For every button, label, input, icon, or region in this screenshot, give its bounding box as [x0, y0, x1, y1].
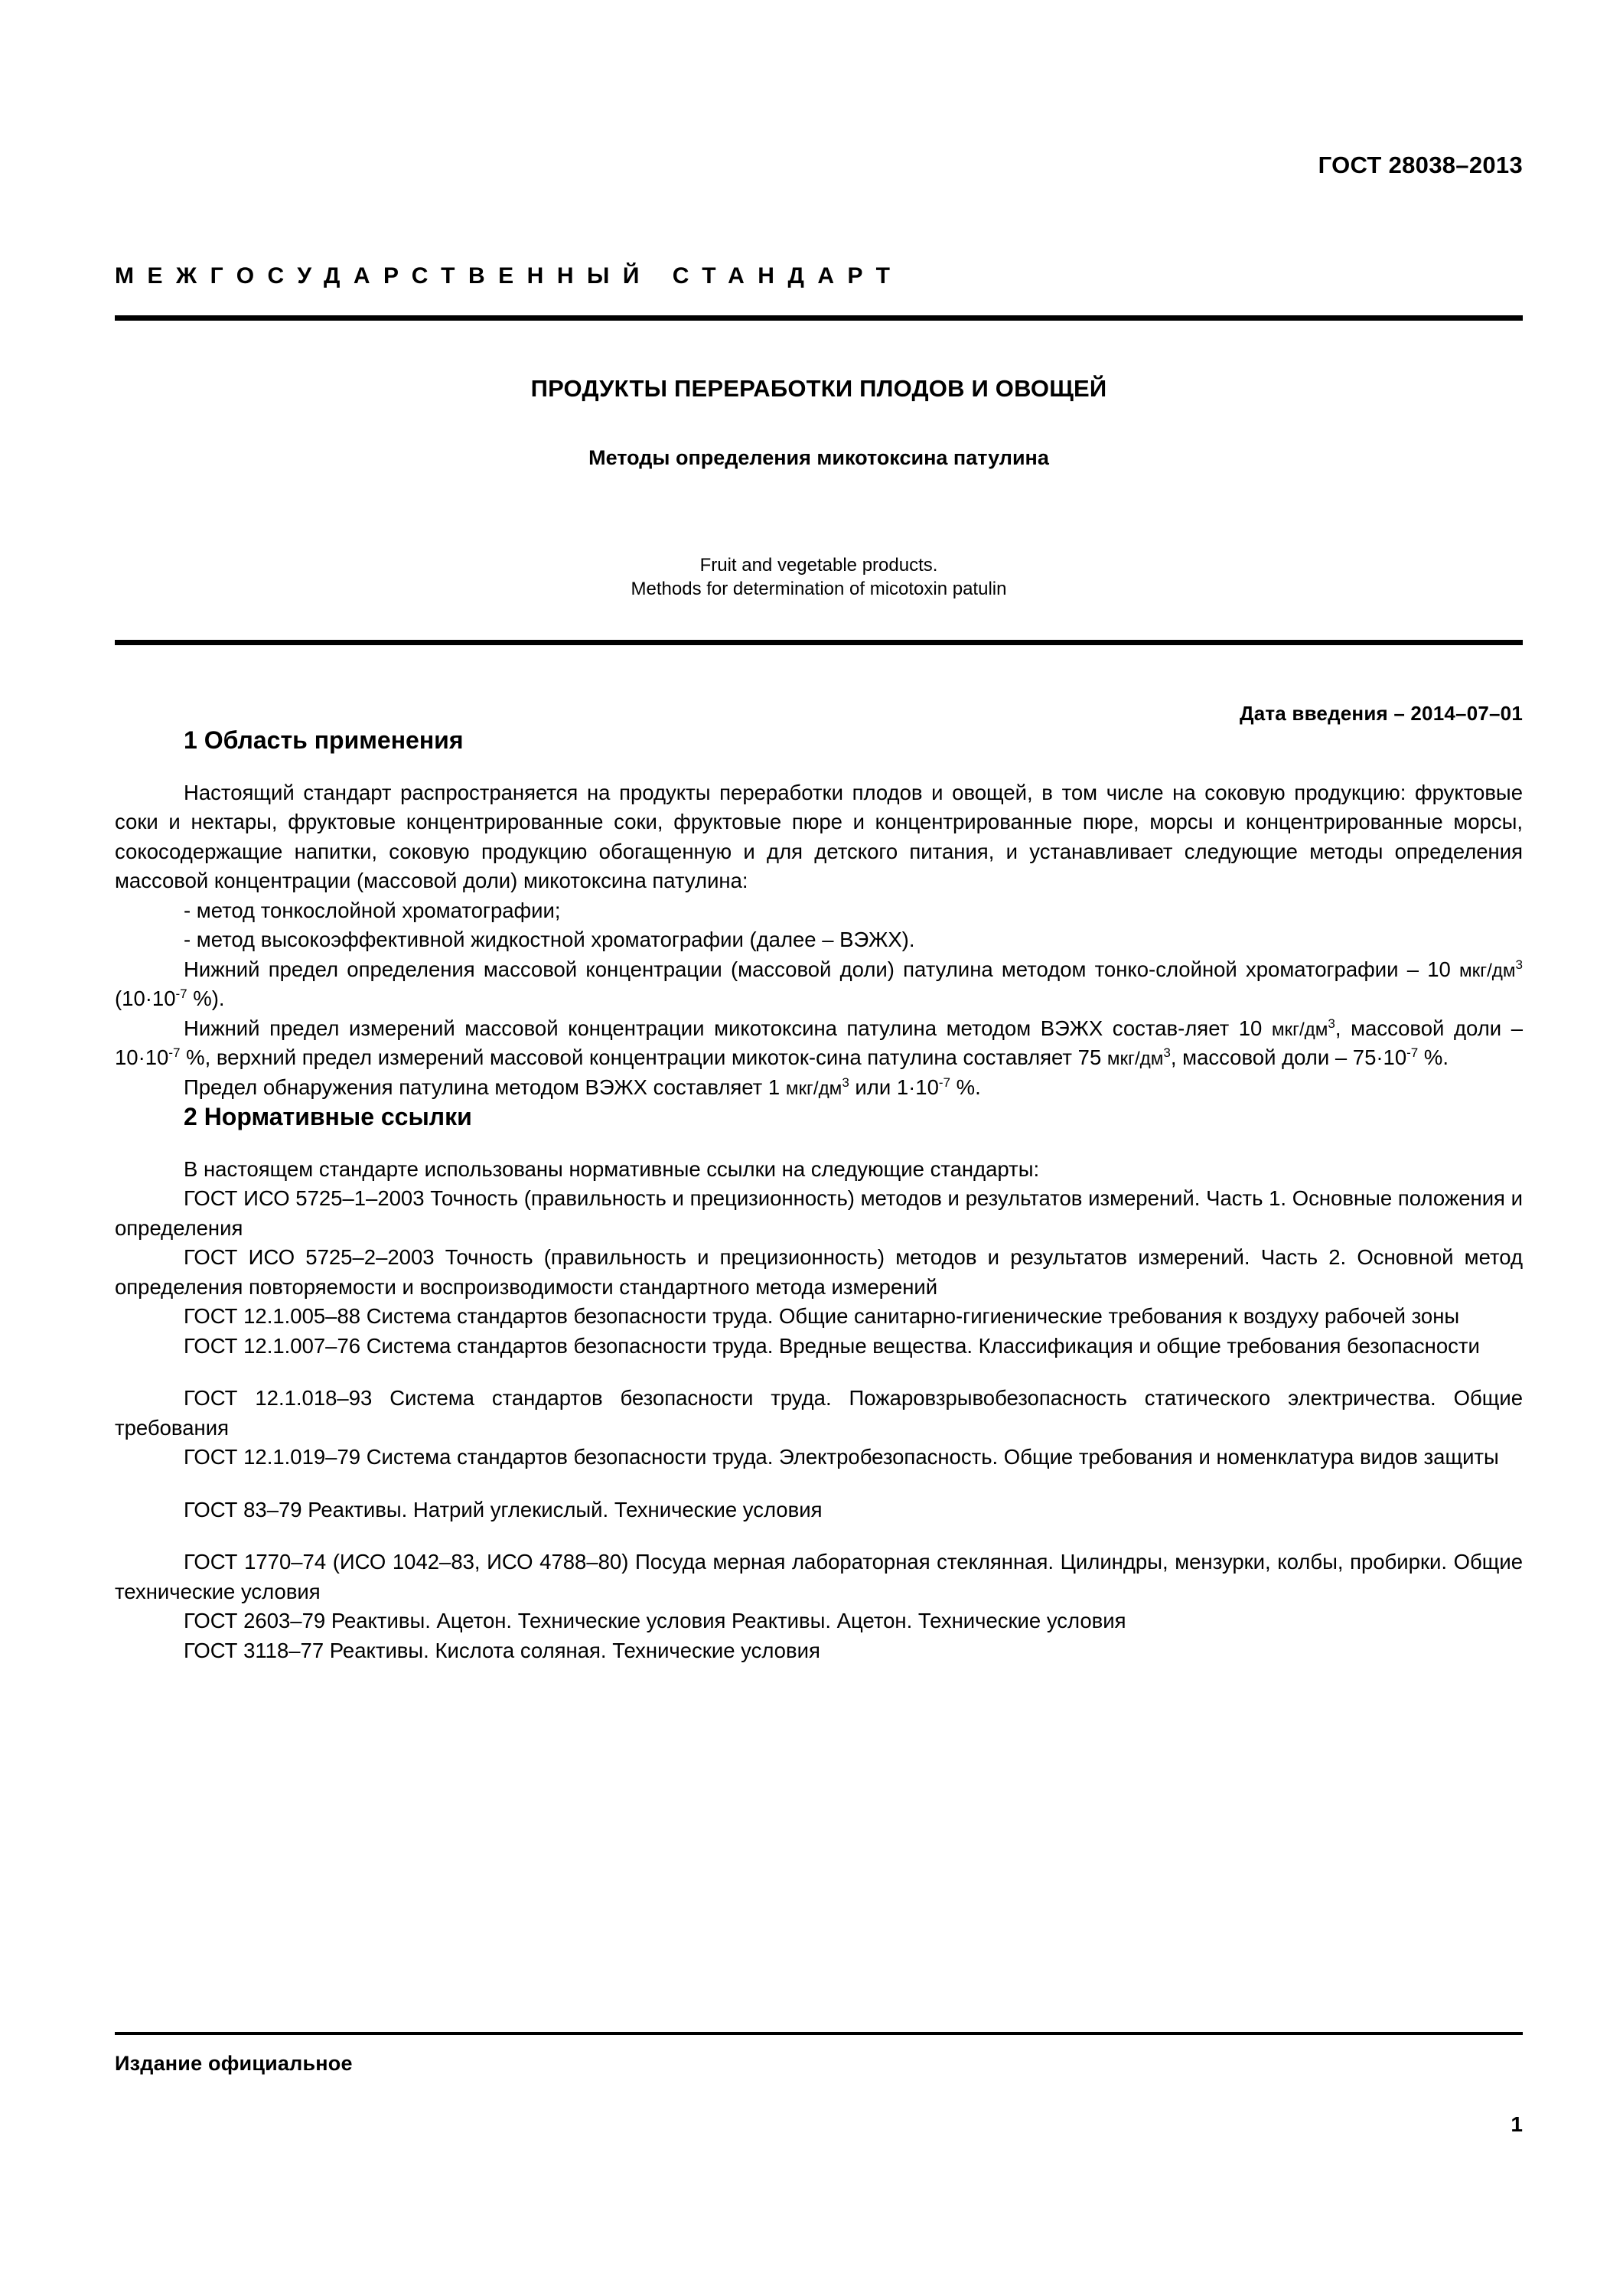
page-content-area: [115, 0, 1523, 2296]
hplc-line-c-mid: , массовой доли – 75·10: [1170, 1045, 1407, 1070]
normative-reference-item: ГОСТ 12.1.019–79 Система стандартов безопасности труда. Электробезопасность. Общие требования и номенклатура видов защиты: [184, 1445, 1499, 1469]
page-subtitle: Методы определения микотоксина патулина: [588, 446, 1049, 470]
hplc-line-c-post: %.: [1418, 1045, 1449, 1070]
page-number: 1: [1511, 2112, 1523, 2136]
banner-divider-rule: [115, 315, 1523, 321]
hplc-unit-2: мкг/дм: [1106, 1049, 1164, 1070]
normative-reference-item: ГОСТ 12.1.005–88 Система стандартов безопасности труда. Общие санитарно-гигиенические требования к воздуху рабочей зоны: [184, 1304, 1460, 1329]
official-edition-note: Издание официальное: [115, 2052, 353, 2075]
interstate-standard-banner: МЕЖГОСУДАРСТВЕННЫЙ СТАНДАРТ: [115, 263, 904, 289]
tlc-limit-line-b-end: %).: [187, 987, 225, 1011]
title-block: [115, 374, 1523, 602]
section1-method-tlc: - метод тонкослойной хроматографии;: [184, 898, 561, 922]
normative-reference-item: ГОСТ 3118–77 Реактивы. Кислота соляная. Технические условия: [184, 1638, 820, 1662]
hplc-line-a: Нижний предел измерений массовой концентрации микотоксина патулина методом ВЭЖХ состав-: [184, 1016, 1185, 1040]
title-divider-rule: [115, 640, 1523, 645]
normative-reference-item: ГОСТ 2603–79 Реактивы. Ацетон. Технические условия Реактивы. Ацетон. Технические условия: [184, 1609, 1126, 1633]
section1-hplc-measurement-range: [115, 1014, 1523, 1073]
hplc-line-b-post: %, верхний предел измерений массовой концентрации микоток-: [180, 1045, 816, 1070]
tlc-unit: мкг/дм: [1459, 960, 1516, 981]
hplc-unit-1: мкг/дм: [1271, 1019, 1328, 1040]
section1-method-hplc: - метод высокоэффективной жидкостной хроматографии (далее – ВЭЖХ).: [184, 928, 915, 952]
hplc-unit-1-exponent: 3: [1328, 1016, 1335, 1031]
tlc-unit-exponent: 3: [1515, 957, 1524, 972]
page-title: ПРОДУКТЫ ПЕРЕРАБОТКИ ПЛОДОВ И ОВОЩЕЙ: [530, 375, 1107, 402]
section1-paragraph-scope: Настоящий стандарт распространяется на продукты переработки плодов и овощей, в том числе на соковую продукцию: фруктовые соки и нектары, фруктовые концентрированные соки, фруктовые пюре и концентрированные пюре, морсы и концентрированные морсы, сокосодержащие напитки, соковую продукцию обогащенную и для детского питания, и устанавливает следующие методы определения массовой концентрации (массовой доли) микотоксина патулина:: [115, 780, 1523, 893]
section-heading-2: 2 Нормативные ссылки: [184, 1103, 472, 1131]
section1-detection-limit: [115, 1073, 1523, 1103]
normative-reference-item: ГОСТ 1770–74 (ИСО 1042–83, ИСО 4788–80) Посуда мерная лабораторная стеклянная. Цилиндры, мензурки, колбы, пробирки. Общие технические условия: [115, 1550, 1523, 1603]
detect-exponent: -7: [938, 1075, 951, 1090]
hplc-unit-2-exponent: 3: [1163, 1045, 1171, 1061]
hplc-exponent-1: -7: [168, 1045, 181, 1061]
footer-divider-rule: [115, 2032, 1523, 2035]
normative-reference-item: ГОСТ 12.1.007–76 Система стандартов безопасности труда. Вредные вещества. Классификация и общие требования безопасности: [184, 1333, 1480, 1358]
detect-unit-exponent: 3: [842, 1075, 849, 1090]
page-footer: [115, 2032, 1523, 2076]
detect-post: %.: [950, 1075, 981, 1099]
detect-unit: мкг/дм: [785, 1078, 842, 1099]
tlc-limit-line-b-post: (10·10: [115, 987, 176, 1011]
section1-tlc-lower-limit: [115, 955, 1523, 1014]
running-header-standard-number: ГОСТ 28038–2013: [1318, 152, 1523, 178]
section-heading-1: 1 Область применения: [184, 726, 464, 755]
tlc-limit-line-b-pre: слойной хроматографии – 10: [1155, 957, 1460, 981]
normative-reference-item: ГОСТ 12.1.018–93 Система стандартов безопасности труда. Пожаровзрывобезопасность статического электричества. Общие требования: [115, 1386, 1523, 1440]
tlc-exponent: -7: [175, 987, 187, 1002]
tlc-limit-line-a: Нижний предел определения массовой концентрации (массовой доли) патулина методом тонко-: [184, 957, 1156, 981]
detect-mid: или 1·10: [849, 1075, 939, 1099]
detect-pre: Предел обнаружения патулина методом ВЭЖХ составляет 1: [184, 1075, 786, 1099]
title-english-line2: Methods for determination of micotoxin patulin: [631, 579, 1007, 600]
hplc-line-c-pre: сина патулина составляет 75: [816, 1045, 1107, 1070]
section2-intro: В настоящем стандарте использованы нормативные ссылки на следующие стандарты:: [184, 1156, 1040, 1181]
normative-reference-item: ГОСТ ИСО 5725–1–2003 Точность (правильность и прецизионность) методов и результатов измерений. Часть 1. Основные положения и определения: [115, 1186, 1523, 1240]
hplc-line-b-pre: ляет 10: [1185, 1016, 1272, 1040]
effective-date: Дата введения – 2014–07–01: [1239, 702, 1523, 726]
hplc-line-b-mid: , массовой доли – 10·10: [115, 1016, 1523, 1070]
hplc-exponent-2: -7: [1406, 1045, 1419, 1061]
title-english: [115, 553, 1523, 602]
title-english-line1: Fruit and vegetable products.: [699, 554, 938, 576]
normative-reference-item: ГОСТ ИСО 5725–2–2003 Точность (правильность и прецизионность) методов и результатов измерений. Часть 2. Основной метод определения повторяемости и воспроизводимости стандартного метода измерений: [115, 1245, 1523, 1299]
normative-reference-item: ГОСТ 83–79 Реактивы. Натрий углекислый. Технические условия: [184, 1497, 823, 1521]
